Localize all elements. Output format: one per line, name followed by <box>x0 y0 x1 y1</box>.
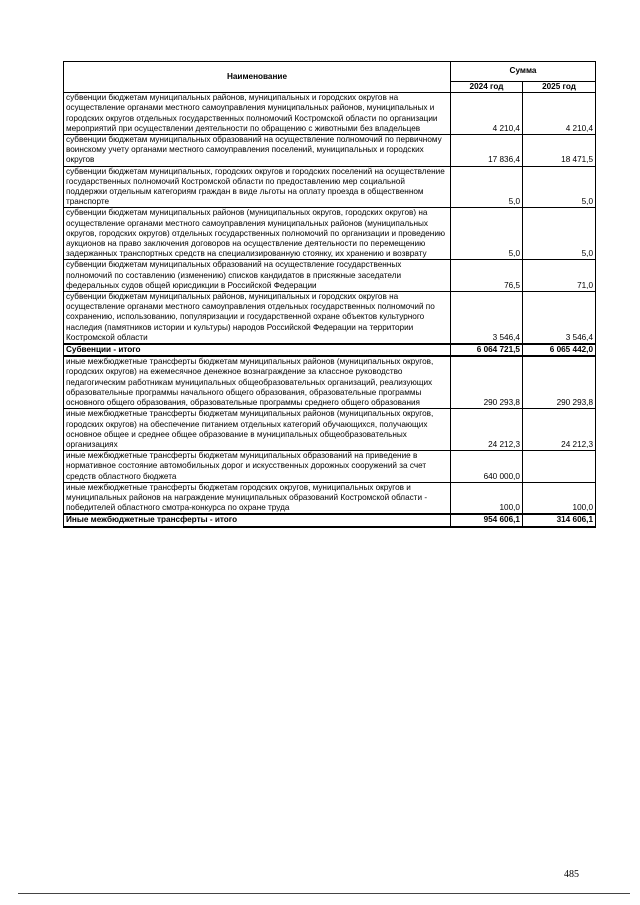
row-name: субвенции бюджетам муниципальных образований на осуществление государственных полномочий по составлению (изменению) списков кандидатов в присяжные заседатели федеральных судов общей юрисдикции в Российской Федерации <box>64 260 451 292</box>
row-value-2024: 640 000,0 <box>451 451 523 483</box>
table-row <box>64 409 596 451</box>
row-name: иные межбюджетные трансферты бюджетам муниципальных образований на приведение в нормативное состояние автомобильных дорог и искусственных дорожных сооружений за счет средств областного бюджета <box>64 451 451 483</box>
row-name: субвенции бюджетам муниципальных районов, муниципальных и городских округов на осуществление органами местного самоуправления отдельных государственных полномочий по сохранению, использованию, популяризации и государственной охране объектов культурного наследия (памятников истории и культуры) народов Российской Федерации на территории Костромской области <box>64 292 451 345</box>
subtotal-value-2024: 954 606,1 <box>451 514 523 526</box>
row-value-2024: 290 293,8 <box>451 356 523 409</box>
row-value-2024: 5,0 <box>451 208 523 260</box>
row-value-2024: 100,0 <box>451 482 523 514</box>
row-value-2024: 4 210,4 <box>451 93 523 135</box>
table-row <box>64 356 596 409</box>
row-value-2025: 3 546,4 <box>523 292 596 345</box>
row-name: субвенции бюджетам муниципальных районов, муниципальных и городских округов на осуществление органами местного самоуправления муниципальных районов, муниципальных и городских округов отдельных государственных полномочий Костромской области по организации мероприятий при осуществлении деятельности по обращению с животными без владельцев <box>64 93 451 135</box>
row-value-2025: 4 210,4 <box>523 93 596 135</box>
subtotal-row-transfers <box>64 514 596 526</box>
table-row <box>64 93 596 135</box>
header-sum: Сумма <box>451 62 596 82</box>
row-name: иные межбюджетные трансферты бюджетам муниципальных районов (муниципальных округов, городских округов) на ежемесячное денежное вознаграждение за классное руководство педагогическим работникам муниципальных общеобразовательных организаций, реализующих образовательные программы начального общего образования, образовательные программы основного общего образования, образовательные программы среднего общего образования <box>64 356 451 409</box>
table-row <box>64 135 596 167</box>
budget-table <box>63 61 596 528</box>
row-value-2025: 18 471,5 <box>523 135 596 167</box>
page-number: 485 <box>564 869 579 880</box>
row-name: субвенции бюджетам муниципальных, городских округов и городских поселений на осуществление государственных полномочий Костромской области по предоставлению мер социальной поддержки отдельным категориям граждан в виде льготы на оплату проезда в общественном транспорте <box>64 166 451 208</box>
row-value-2025: 24 212,3 <box>523 409 596 451</box>
row-name: субвенции бюджетам муниципальных районов (муниципальных округов, городских округов) на осуществление органами местного самоуправления муниципальных районов (муниципальных округов, городских округов) отдельных государственных полномочий по организации и проведению аукционов на право заключения договоров на осуществление деятельности по перемещению задержанных транспортных средств на специализированную стоянку, их хранению и возврату <box>64 208 451 260</box>
row-value-2025: 71,0 <box>523 260 596 292</box>
subtotal-value-2024: 6 064 721,5 <box>451 344 523 356</box>
header-year-2025: 2025 год <box>523 82 596 93</box>
subtotal-name: Субвенции - итого <box>64 344 451 356</box>
table-row <box>64 260 596 292</box>
subtotal-value-2025: 6 065 442,0 <box>523 344 596 356</box>
row-value-2025: 5,0 <box>523 166 596 208</box>
subtotal-name: Иные межбюджетные трансферты - итого <box>64 514 451 526</box>
row-value-2025: 5,0 <box>523 208 596 260</box>
table-row <box>64 482 596 514</box>
table-row <box>64 292 596 345</box>
subtotal-value-2025: 314 606,1 <box>523 514 596 526</box>
row-name: иные межбюджетные трансферты бюджетам городских округов, муниципальных округов и муниципальных районов на награждение муниципальных образований Костромской области - победителей областного смотра-конкурса по охране труда <box>64 482 451 514</box>
row-value-2024: 3 546,4 <box>451 292 523 345</box>
table-row <box>64 208 596 260</box>
row-name: иные межбюджетные трансферты бюджетам муниципальных районов (муниципальных округов, городских округов) на обеспечение питанием отдельных категорий обучающихся, получающих основное общее и среднее общее образование в муниципальных общеобразовательных организациях <box>64 409 451 451</box>
subtotal-row-subventions <box>64 344 596 356</box>
row-value-2024: 76,5 <box>451 260 523 292</box>
bottom-divider <box>18 893 630 894</box>
table-row <box>64 166 596 208</box>
table-row <box>64 451 596 483</box>
row-value-2024: 24 212,3 <box>451 409 523 451</box>
row-value-2025 <box>523 451 596 483</box>
header-year-2024: 2024 год <box>451 82 523 93</box>
row-value-2024: 5,0 <box>451 166 523 208</box>
row-value-2025: 290 293,8 <box>523 356 596 409</box>
row-name: субвенции бюджетам муниципальных образований на осуществление полномочий по первичному воинскому учету органами местного самоуправления поселений, муниципальных и городских округов <box>64 135 451 167</box>
row-value-2024: 17 836,4 <box>451 135 523 167</box>
header-name: Наименование <box>64 62 451 93</box>
row-value-2025: 100,0 <box>523 482 596 514</box>
